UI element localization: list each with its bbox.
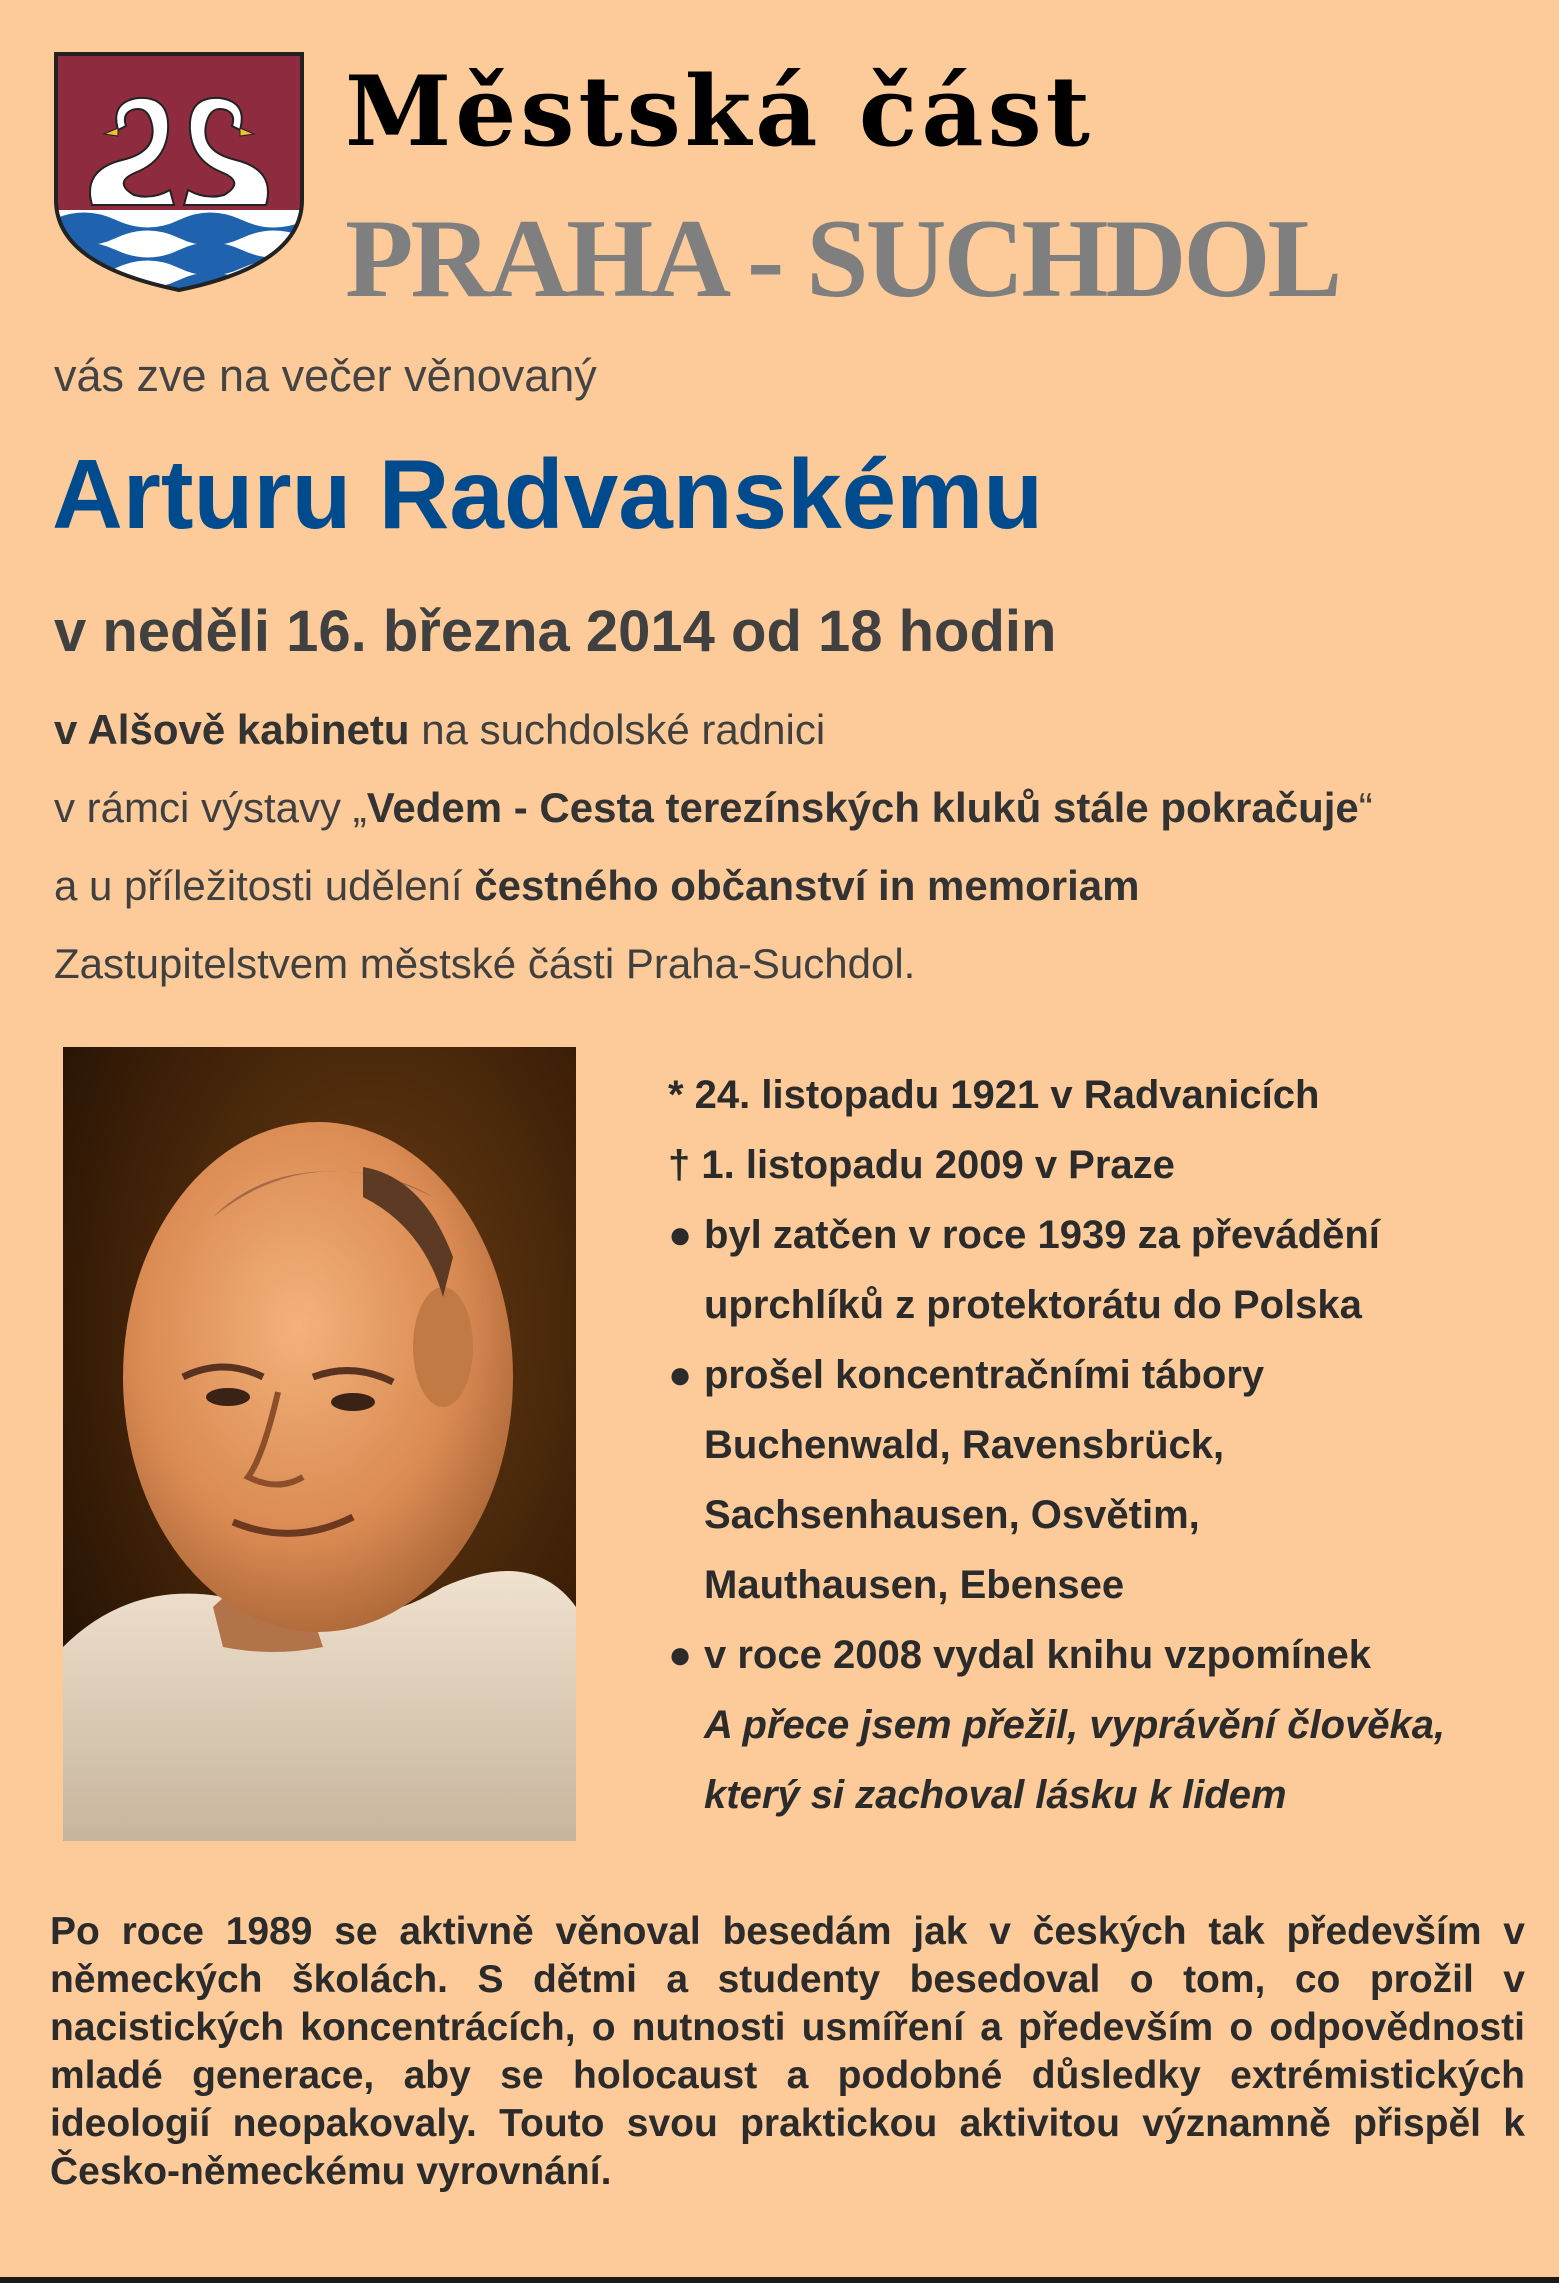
- title-mestska-cast: Městská část: [345, 55, 1094, 168]
- event-datetime: v neděli 16. března 2014 od 18 hodin: [54, 599, 1057, 664]
- venue-rest: na suchdolské radnici: [409, 706, 826, 753]
- birth-line: * 24. listopadu 1921 v Radvanicích: [668, 1073, 1320, 1117]
- venue-name: v Alšově kabinetu: [54, 706, 410, 753]
- invite-text: vás zve na večer věnovaný: [54, 350, 597, 401]
- detail-council: Zastupitelstvem městské části Praha-Suchdol.: [54, 940, 916, 987]
- detail-venue: [54, 706, 825, 754]
- bio-bullet-arrest: [668, 1200, 1518, 1270]
- exhibition-pre: v rámci výstavy „: [54, 784, 367, 831]
- exhibition-name: Vedem - Cesta terezínských kluků stále pokračuje: [366, 784, 1359, 831]
- detail-exhibition: [54, 784, 1373, 832]
- closing-paragraph: Po roce 1989 se aktivně věnoval besedám jak v českých tak především v německých školách. S dětmi a studenty besedoval o tom, co prožil v nacistických koncentrácích, o nutnosti usmíření a především o odpovědnosti mladé generace, aby se holocaust a podobné důsledky extrémistických ideologií neopakovaly. Touto svou praktickou aktivitou významně přispěl k Česko-německému vyrovnání.: [50, 1910, 1525, 2193]
- book-title: A přece jsem přežil, vyprávění člověka,: [704, 1703, 1446, 1747]
- bullet-continuation: Mauthausen, Ebensee: [704, 1563, 1125, 1607]
- portrait-photo-icon: [63, 1047, 576, 1841]
- exhibition-post: “: [1358, 784, 1373, 831]
- honoree-name: Arturu Radvanskému: [52, 439, 1044, 549]
- bullet-continuation: Buchenwald, Ravensbrück,: [704, 1423, 1225, 1467]
- bullet-text: byl zatčen v roce 1939 za převádění: [704, 1213, 1380, 1257]
- coat-of-arms-logo: [52, 50, 306, 293]
- bullet-continuation: uprchlíků z protektorátu do Polska: [704, 1283, 1362, 1327]
- occasion-bold: čestného občanství in memoriam: [474, 862, 1140, 909]
- death-line: † 1. listopadu 2009 v Praze: [668, 1143, 1175, 1187]
- biography-list: [668, 1060, 1518, 1830]
- bullet-text: prošel koncentračními tábory: [704, 1353, 1265, 1397]
- title-praha-suchdol: PRAHA - SUCHDOL: [345, 197, 1340, 321]
- book-title: který si zachoval lásku k lidem: [704, 1773, 1287, 1817]
- occasion-pre: a u příležitosti udělení: [54, 862, 475, 909]
- bullet-icon: ●: [668, 1633, 693, 1677]
- bullet-text: v roce 2008 vydal knihu vzpomínek: [704, 1633, 1371, 1677]
- bullet-icon: ●: [668, 1353, 693, 1397]
- portrait-photo: [63, 1047, 576, 1841]
- bottom-rule: [0, 2277, 1559, 2283]
- bio-bullet-camps: [668, 1340, 1518, 1410]
- bullet-continuation: Sachsenhausen, Osvětim,: [704, 1493, 1200, 1537]
- swans-coat-of-arms-icon: [52, 50, 306, 293]
- bio-bullet-book: [668, 1620, 1518, 1690]
- bullet-icon: ●: [668, 1213, 693, 1257]
- detail-occasion: [54, 862, 1139, 910]
